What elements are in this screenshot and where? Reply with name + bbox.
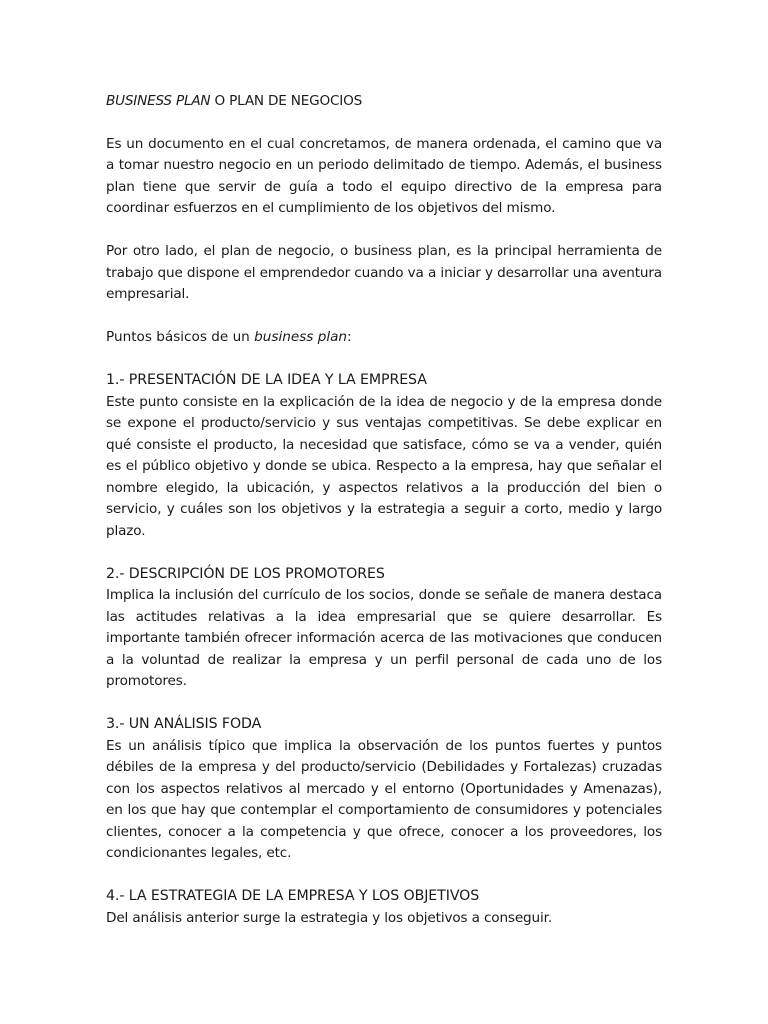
document-page bbox=[106, 91, 662, 951]
title-italic-part: BUSINESS PLAN bbox=[106, 93, 211, 109]
intro-paragraph-1: Es un documento en el cual concretamos, de manera ordenada, el camino que va a tomar nuestro negocio en un periodo delimitado de tiempo. Además, el business plan tiene que servir de guía a todo el equipo directivo de la empresa para coordinar esfuerzos en el cumplimiento de los objetivos del mismo. bbox=[106, 135, 662, 216]
section-heading: 4.- LA ESTRATEGIA DE LA EMPRESA Y LOS OBJETIVOS bbox=[106, 888, 480, 904]
section-body: Del análisis anterior surge la estrategia y los objetivos a conseguir. bbox=[106, 909, 552, 926]
section-3 bbox=[106, 714, 662, 865]
section-1 bbox=[106, 370, 662, 542]
section-body: Es un análisis típico que implica la observación de los puntos fuertes y puntos débiles de la empresa y del producto/servicio (Debilidades y Fortalezas) cruzadas con los aspectos relativos al mercado y el entorno (Oportunidades y Amenazas), en los que hay que contemplar el comportamiento de consumidores y potenciales clientes, conocer a la competencia y que ofrece, conocer a los proveedores, los condicionantes legales, etc. bbox=[106, 737, 662, 861]
lead-suffix: : bbox=[347, 329, 352, 345]
lead-line bbox=[106, 327, 662, 349]
lead-italic: business plan bbox=[254, 329, 348, 345]
title-rest-part: O PLAN DE NEGOCIOS bbox=[210, 93, 363, 109]
intro-paragraph-2: Por otro lado, el plan de negocio, o business plan, es la principal herramienta de trabajo que dispone el emprendedor cuando va a iniciar y desarrollar una aventura empresarial. bbox=[106, 243, 662, 302]
section-heading: 1.- PRESENTACIÓN DE LA IDEA Y LA EMPRESA bbox=[106, 372, 427, 388]
section-4 bbox=[106, 886, 662, 929]
lead-prefix: Puntos básicos de un bbox=[106, 329, 255, 345]
section-body: Este punto consiste en la explicación de la idea de negocio y de la empresa donde se expone el producto/servicio y sus ventajas competitivas. Se debe explicar en qué consiste el producto, la necesidad que satisface, cómo se va a vender, quién es el público objetivo y donde se ubica. Respecto a la empresa, hay que señalar el nombre elegido, la ubicación, y aspectos relativos a la producción del bien o servicio, y cuáles son los objetivos y la estrategia a seguir a corto, medio y largo plazo. bbox=[106, 393, 662, 539]
section-heading: 2.- DESCRIPCIÓN DE LOS PROMOTORES bbox=[106, 565, 385, 582]
section-2 bbox=[106, 564, 662, 693]
section-heading: 3.- UN ANÁLISIS FODA bbox=[106, 716, 262, 732]
document-title bbox=[106, 91, 662, 113]
section-body: Implica la inclusión del currículo de los socios, donde se señale de manera destaca las actitudes relativas a la idea empresarial que se quiere desarrollar. Es importante también ofrecer información acerca de las motivaciones que conducen a la voluntad de realizar la empresa y un perfil personal de cada uno de los promotores. bbox=[106, 587, 662, 689]
